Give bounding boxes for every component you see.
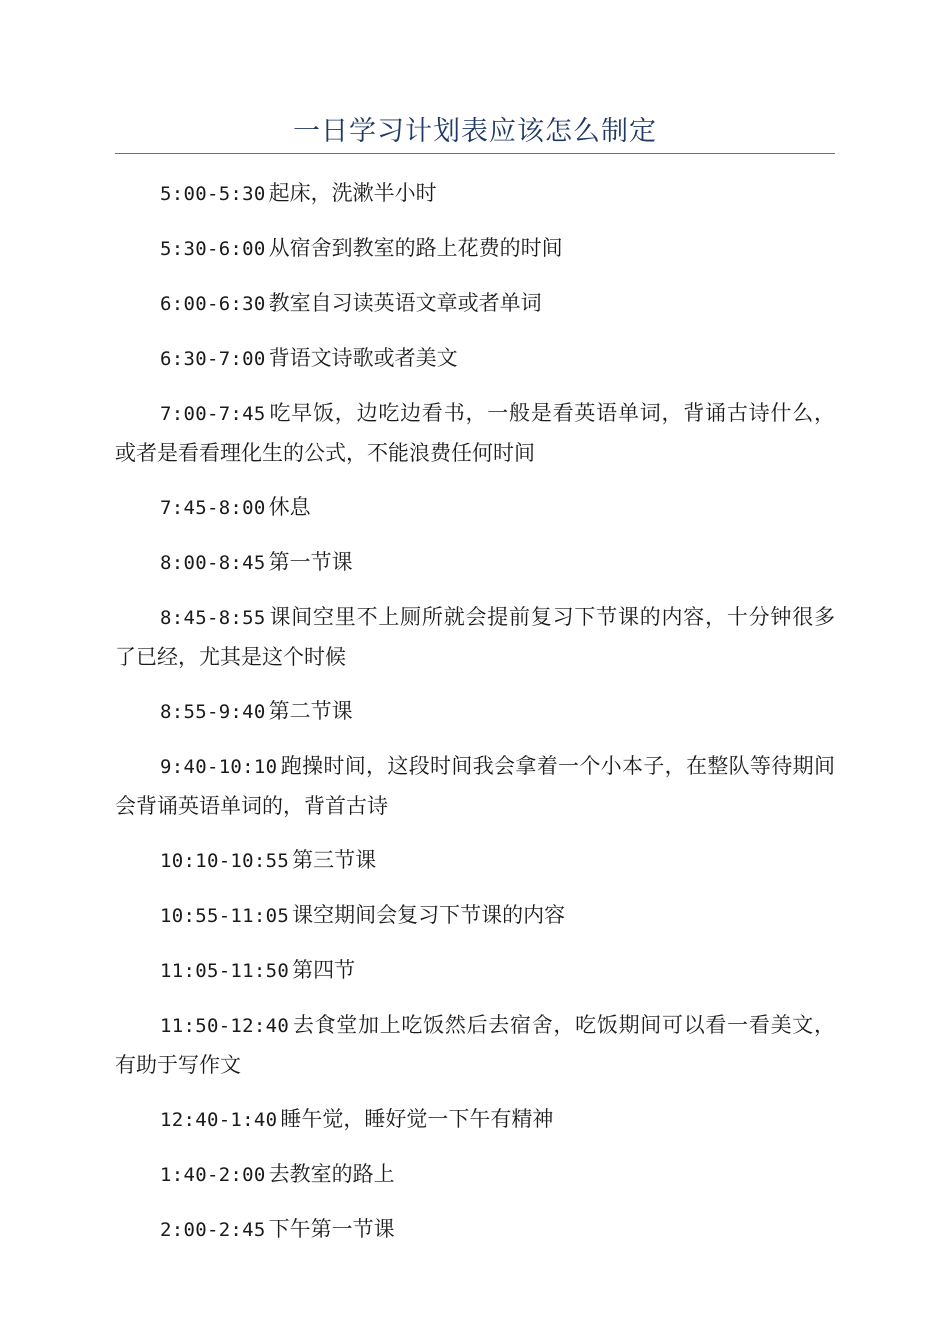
entry-text: 去食堂加上吃饭然后去宿舍，吃饭期间可以看一看美文，有助于写作文 (115, 1013, 835, 1077)
entry-time: 6:30-7:00 (160, 348, 266, 370)
schedule-entry (115, 543, 835, 583)
entry-text: 第一节课 (268, 550, 353, 574)
page-title: 一日学习计划表应该怎么制定 (293, 116, 657, 147)
entry-time: 10:10-10:55 (160, 850, 290, 872)
schedule-entry (115, 284, 835, 324)
entry-text: 第二节课 (268, 699, 353, 723)
entry-text: 课空期间会复习下节课的内容 (292, 903, 566, 927)
entry-text: 去教室的路上 (268, 1162, 395, 1186)
entry-text: 教室自习读英语文章或者单词 (268, 291, 542, 315)
title-underline (115, 153, 835, 154)
schedule-entry (115, 394, 835, 473)
entry-text: 睡午觉，睡好觉一下午有精神 (280, 1107, 554, 1131)
entry-time: 10:55-11:05 (160, 905, 290, 927)
entry-time: 6:00-6:30 (160, 293, 266, 315)
schedule-entry (115, 1155, 835, 1195)
schedule-entry (115, 229, 835, 269)
entry-text: 第三节课 (292, 848, 377, 872)
schedule-entry (115, 896, 835, 936)
schedule-entry (115, 841, 835, 881)
entry-time: 7:45-8:00 (160, 497, 266, 519)
schedule-entry (115, 339, 835, 379)
schedule-entry (115, 1210, 835, 1250)
entry-time: 7:00-7:45 (160, 403, 266, 425)
entry-text: 下午第一节课 (268, 1217, 395, 1241)
schedule-entry (115, 174, 835, 214)
schedule-entry (115, 951, 835, 991)
entry-text: 跑操时间，这段时间我会拿着一个小本子，在整队等待期间会背诵英语单词的，背首古诗 (115, 754, 835, 818)
entry-time: 8:45-8:55 (160, 607, 266, 629)
schedule-entry (115, 747, 835, 826)
entry-time: 9:40-10:10 (160, 756, 278, 778)
entry-text: 吃早饭，边吃边看书，一般是看英语单词，背诵古诗什么，或者是看看理化生的公式，不能浪费任何时间 (115, 401, 835, 465)
entry-text: 休息 (268, 495, 311, 519)
entry-text: 第四节 (292, 958, 356, 982)
entry-time: 12:40-1:40 (160, 1109, 278, 1131)
entry-text: 课间空里不上厕所就会提前复习下节课的内容，十分钟很多了已经，尤其是这个时候 (115, 605, 835, 669)
entry-text: 从宿舍到教室的路上花费的时间 (268, 236, 563, 260)
entry-text: 起床，洗漱半小时 (268, 181, 437, 205)
entry-time: 5:00-5:30 (160, 183, 266, 205)
schedule-entry (115, 692, 835, 732)
schedule-entry (115, 1100, 835, 1140)
schedule-entry (115, 1006, 835, 1085)
schedule-entry (115, 488, 835, 528)
entry-time: 8:00-8:45 (160, 552, 266, 574)
entry-time: 2:00-2:45 (160, 1219, 266, 1241)
entry-time: 8:55-9:40 (160, 701, 266, 723)
entry-time: 11:05-11:50 (160, 960, 290, 982)
entry-time: 5:30-6:00 (160, 238, 266, 260)
entry-time: 1:40-2:00 (160, 1164, 266, 1186)
entry-text: 背语文诗歌或者美文 (268, 346, 458, 370)
schedule-entry (115, 598, 835, 677)
schedule-list (115, 174, 835, 1265)
entry-time: 11:50-12:40 (160, 1015, 290, 1037)
